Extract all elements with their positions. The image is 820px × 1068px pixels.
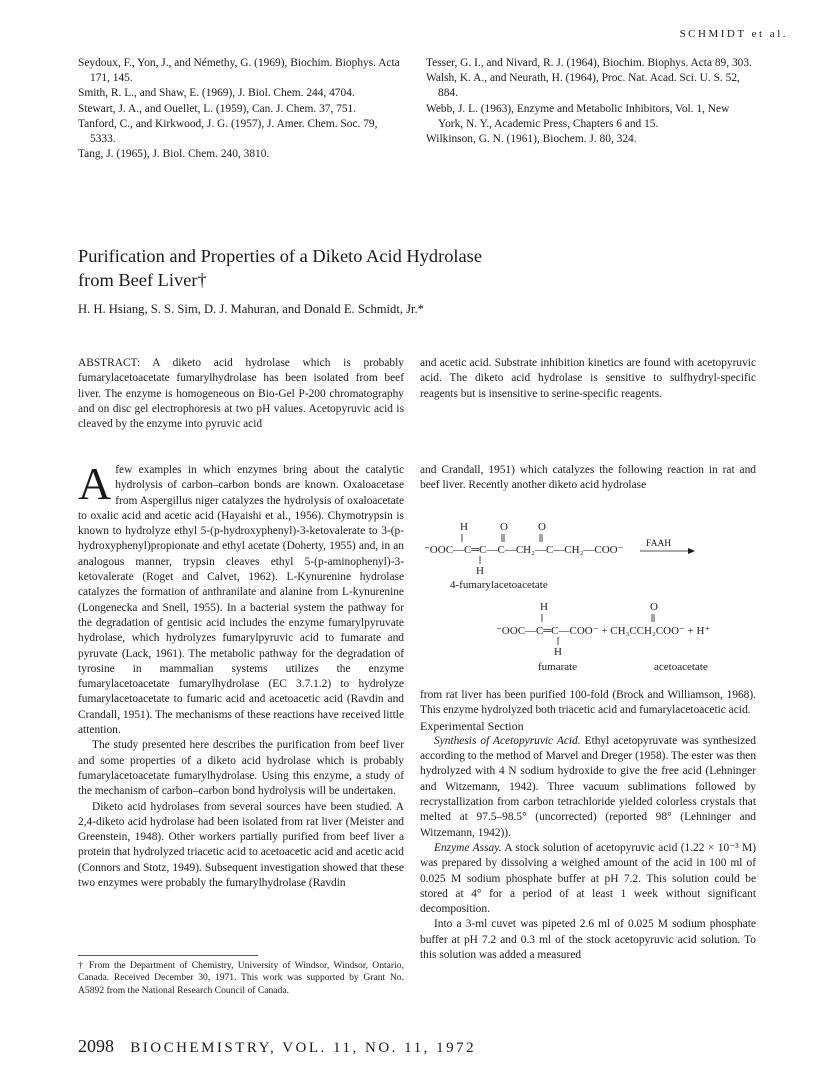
section-heading: Experimental Section	[420, 718, 524, 733]
drop-cap: A	[78, 458, 112, 509]
reference-item: Seydoux, F., Yon, J., and Némethy, G. (1969), Biochim. Biophys. Acta 171, 145.	[78, 57, 400, 85]
scheme-products: ⁻OOC—C═C—COO⁻ + CH₃CCH₂COO⁻ + H⁺	[496, 625, 711, 637]
page-footer	[78, 1036, 476, 1057]
run-in-heading: Synthesis of Acetopyruvic Acid.	[434, 734, 581, 747]
footnote-rule	[78, 955, 258, 956]
journal-citation: BIOCHEMISTRY, VOL. 11, NO. 11, 1972	[130, 1040, 477, 1056]
scheme-atom-h: H	[554, 646, 562, 658]
body-column-right-bottom	[420, 688, 756, 963]
paragraph-assay: Enzyme Assay. A stock solution of acetopyruvic acid (1.22 × 10⁻³ M) was prepared by dissolving a weighed amount of the acid in 100 ml of 0.025 M sodium phosphate buffer at pH 7.2. This solution could be stored at 4° for a period of at least 1 week without significant decomposition.	[420, 841, 757, 916]
run-in-heading: Enzyme Assay.	[434, 841, 502, 854]
scheme-atom-o: O	[650, 601, 658, 613]
reference-item: Tang, J. (1965), J. Biol. Chem. 240, 3810.	[78, 148, 270, 161]
reference-item: Webb, J. L. (1963), Enzyme and Metabolic Inhibitors, Vol. 1, New York, N. Y., Academic Press, Chapters 6 and 15.	[426, 102, 730, 130]
reference-item: Wilkinson, G. N. (1961), Biochem. J. 80, 324.	[426, 133, 637, 146]
body-column-right-top: and Crandall, 1951) which catalyzes the following reaction in rat and beef liver. Recently another diketo acid hydrolase	[420, 464, 756, 492]
intro-paragraph-2: The study presented here describes the purification from beef liver and some properties of a diketo acid hydrolase which is probably fumarylacetoacetate fumarylhydrolase. Using this enzyme, a study of the mechanism of carbon–carbon bond hydrolysis will be undertaken.	[78, 739, 404, 798]
abstract-label: ABSTRACT:	[78, 357, 141, 369]
scheme-atom-h: H	[540, 601, 548, 613]
article-title-line-2: from Beef Liver†	[78, 270, 207, 290]
scheme-acetoacetate-name: acetoacetate	[654, 661, 708, 673]
article-title-line-1: Purification and Properties of a Diketo Acid Hydrolase	[78, 246, 482, 266]
reference-item: Tesser, G. I., and Nivard, R. J. (1964), Biochim. Biophys. Acta 89, 303.	[426, 57, 752, 69]
scheme-reactant-name: 4-fumarylacetoacetate	[450, 579, 548, 591]
reference-list-right	[426, 56, 756, 147]
abstract-right: and acetic acid. Substrate inhibition kinetics are found with acetopyruvic acid. The diketo acid hydrolase is sensitive to sulfhydryl-specific reagents but is insensitive to serine-specific reagents.	[420, 357, 756, 400]
article-title	[78, 244, 718, 292]
scheme-atom-o: O	[538, 521, 546, 533]
reaction-scheme	[420, 500, 760, 680]
running-head: SCHMIDT et al.	[679, 28, 788, 40]
reference-item: Walsh, K. A., and Neurath, H. (1964), Proc. Nat. Acad. Sci. U. S. 52, 884.	[426, 72, 740, 100]
author-list: H. H. Hsiang, S. S. Sim, D. J. Mahuran, and Donald E. Schmidt, Jr.*	[78, 302, 424, 316]
reference-list-left	[78, 56, 404, 162]
intro-paragraph-1: Afew examples in which enzymes bring about the catalytic hydrolysis of carbon–carbon bonds are known. Oxaloacetase from Aspergillus niger catalyzes the hydrolysis of oxaloacetate to oxalic acid and acetic acid (Hayaishi et al., 1956). Chymotrypsin is known to hydrolyze ethyl 5-(p-hydroxyphenyl)-3-ketovalerate to 3-(p-hydroxyphenyl)propionate and ethyl acetate (Doherty, 1955) and, in an analogous manner, trypsin cleaves ethyl 5-(p-aminophenyl)-3-ketovalerate (Roget and Calvet, 1962). L-Kynurenine hydrolase catalyzes the formation of anthranilate and alanine from L-kynurenine (Longenecka and Snell, 1955). In a bacterial system the pathway for the degradation of gentisic acid includes the enzyme fumarylpyruvate hydrolase, which hydrolyzes fumarylpyruvic acid to fumarate and pyruvate (Lack, 1961). The metabolic pathway for the degradation of tyrosine in mammalian systems utilizes the enzyme fumarylacetoacetate fumarylhydrolase (EC 3.7.1.2) to hydrolyze fumarylacetoacetate to fumaric acid and acetoacetic acid (Ravdin and Crandall, 1951). The mechanisms of these reactions have received little attention.	[78, 458, 404, 737]
footnote: † From the Department of Chemistry, University of Windsor, Windsor, Ontario, Canada. Received December 30, 1971. This work was supported by Grant No. A5892 from the National Research Council of Canada.	[78, 960, 404, 996]
reference-item: Smith, R. L., and Shaw, E. (1969), J. Biol. Chem. 244, 4704.	[78, 87, 355, 100]
scheme-atom-o: O	[500, 521, 508, 533]
abstract-left	[78, 356, 404, 432]
page-number: 2098	[78, 1036, 114, 1056]
scheme-enzyme-label: FAAH	[646, 539, 672, 549]
abstract-text-left: A diketo acid hydrolase which is probably fumarylacetoacetate fumarylhydrolase has been isolated from beef liver. The enzyme is homogeneous on Bio-Gel P-200 chromatography and on disc gel electrophoresis at two pH values. Acetopyruvic acid is cleaved by the enzyme into pyruvic acid	[78, 357, 404, 431]
scheme-atom-h: H	[460, 521, 468, 533]
paragraph-cuvet: Into a 3-ml cuvet was pipeted 2.6 ml of 0.025 M sodium phosphate buffer at pH 7.2 and 0.3 ml of the stock acetopyruvic acid solution. To this solution was added a measured	[420, 918, 756, 962]
body-column-left	[78, 458, 404, 891]
scheme-atom-h: H	[476, 565, 484, 577]
scheme-fumarate-name: fumarate	[538, 661, 578, 673]
paragraph: from rat liver has been purified 100-fold (Brock and Williamson, 1968). This enzyme hydrolyzed both triacetic acid and fumarylacetoacetic acid.	[420, 689, 756, 717]
reference-item: Stewart, J. A., and Ouellet, L. (1959), Can. J. Chem. 37, 751.	[78, 102, 357, 115]
scheme-reactant: ⁻OOC—C═C—C—CH₂—C—CH₂—COO⁻	[424, 544, 624, 556]
reference-item: Tanford, C., and Kirkwood, J. G. (1957), J. Amer. Chem. Soc. 79, 5333.	[78, 117, 378, 146]
paragraph-synthesis: Synthesis of Acetopyruvic Acid. Ethyl acetopyruvate was synthesized according to the method of Marvel and Dreger (1958). The ester was then hydrolyzed with 4 N sodium hydroxide to give the free acid (Lehninger and Witzemann, 1942). Three vacuum sublimations followed by recrystallization from carbon tetrachloride yielded colorless crystals that melted at 97.5–98.5° (uncorrected) (reported 98° (Lehninger and Witzemann, 1942)).	[420, 734, 757, 839]
intro-paragraph-3: Diketo acid hydrolases from several sources have been studied. A 2,4-diketo acid hydrolase had been isolated from rat liver (Meister and Greenstein, 1948). Other workers partially purified from beef liver a protein that hydrolyzed triacetic acid to acetoacetic acid and acetic acid (Connors and Stotz, 1949). Subsequent investigation showed that these two enzymes were probably the fumarylhydrolase (Ravdin	[78, 800, 404, 890]
